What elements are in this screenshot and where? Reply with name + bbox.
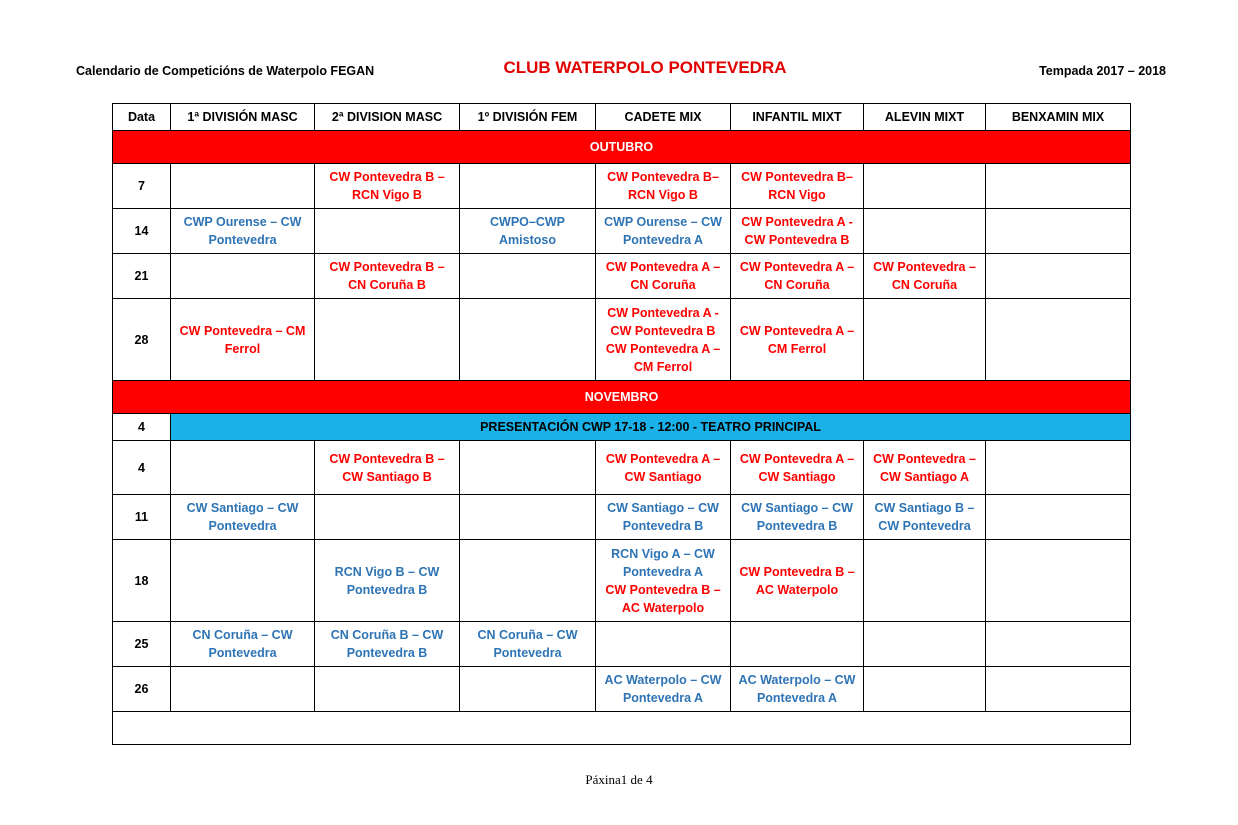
document-subtitle: Calendario de Competicións de Waterpolo FEGAN (76, 64, 375, 78)
match-cell (460, 299, 596, 381)
match-cell: CW Pontevedra B – CW Santiago B (315, 441, 460, 495)
match-cell: CW Santiago – CW Pontevedra B (731, 495, 864, 540)
table-row (113, 254, 1131, 299)
match-cell (171, 441, 315, 495)
col-header-data: Data (113, 104, 171, 131)
date-cell: 11 (113, 495, 171, 540)
match-cell (171, 254, 315, 299)
match-cell (460, 540, 596, 622)
date-cell: 25 (113, 622, 171, 667)
table-row (113, 164, 1131, 209)
table-row (113, 209, 1131, 254)
page-number: Páxina1 de 4 (585, 772, 653, 787)
match-cell: CN Coruña – CW Pontevedra (460, 622, 596, 667)
date-cell: 26 (113, 667, 171, 712)
event-row (113, 414, 1131, 441)
col-header-infantil-mixt: INFANTIL MIXT (731, 104, 864, 131)
match-cell (171, 164, 315, 209)
match-cell: CW Pontevedra B– RCN Vigo B (596, 164, 731, 209)
match-cell: CW Pontevedra – CN Coruña (864, 254, 986, 299)
match-cell: CW Pontevedra A – CW Santiago (596, 441, 731, 495)
month-header-novembro: NOVEMBRO (113, 381, 1131, 414)
match-cell: CN Coruña – CW Pontevedra (171, 622, 315, 667)
competition-calendar-table (112, 103, 1131, 745)
match-cell (864, 540, 986, 622)
match-cell: AC Waterpolo – CW Pontevedra A (596, 667, 731, 712)
date-cell: 4 (113, 441, 171, 495)
date-cell: 4 (113, 414, 171, 441)
match-cell: CW Pontevedra B – AC Waterpolo (731, 540, 864, 622)
col-header-1-division-masc: 1ª DIVISIÓN MASC (171, 104, 315, 131)
date-cell: 21 (113, 254, 171, 299)
match-cell (986, 164, 1131, 209)
match-cell: CW Pontevedra – CM Ferrol (171, 299, 315, 381)
match-cell (986, 622, 1131, 667)
match-cell (596, 622, 731, 667)
match-cell (171, 667, 315, 712)
date-cell: 7 (113, 164, 171, 209)
match-cell: CN Coruña B – CW Pontevedra B (315, 622, 460, 667)
col-header-benxamin-mix: BENXAMIN MIX (986, 104, 1131, 131)
match-cell (460, 254, 596, 299)
match-cell: CW Pontevedra – CW Santiago A (864, 441, 986, 495)
table-row (113, 540, 1131, 622)
date-cell: 18 (113, 540, 171, 622)
table-row (113, 667, 1131, 712)
match-cell (986, 441, 1131, 495)
table-row (113, 495, 1131, 540)
match-cell: CW Pontevedra A – CN Coruña (731, 254, 864, 299)
match-cell: RCN Vigo A – CW Pontevedra A CW Pontevedra B – AC Waterpolo (596, 540, 731, 622)
match-cell (460, 495, 596, 540)
match-cell (460, 667, 596, 712)
match-cell (986, 667, 1131, 712)
season-label: Tempada 2017 – 2018 (1039, 64, 1166, 78)
match-cell (864, 622, 986, 667)
date-cell: 28 (113, 299, 171, 381)
match-cell (315, 495, 460, 540)
header-row (113, 104, 1131, 131)
col-header-alevin-mixt: ALEVIN MIXT (864, 104, 986, 131)
match-cell (315, 299, 460, 381)
table-row (113, 441, 1131, 495)
match-cell (986, 254, 1131, 299)
match-cell: CW Santiago – CW Pontevedra (171, 495, 315, 540)
event-banner: PRESENTACIÓN CWP 17-18 - 12:00 - TEATRO PRINCIPAL (171, 414, 1131, 441)
match-cell: CWP Ourense – CW Pontevedra (171, 209, 315, 254)
empty-row (113, 712, 1131, 745)
match-cell: RCN Vigo B – CW Pontevedra B (315, 540, 460, 622)
col-header-1-division-fem: 1º DIVISIÓN FEM (460, 104, 596, 131)
match-cell: CW Santiago B – CW Pontevedra (864, 495, 986, 540)
table-row (113, 299, 1131, 381)
match-cell: CWP Ourense – CW Pontevedra A (596, 209, 731, 254)
match-cell (986, 299, 1131, 381)
club-title: CLUB WATERPOLO PONTEVEDRA (503, 58, 787, 77)
match-cell: CW Santiago – CW Pontevedra B (596, 495, 731, 540)
match-cell: CWPO–CWP Amistoso (460, 209, 596, 254)
month-header-outubro: OUTUBRO (113, 131, 1131, 164)
match-cell (460, 441, 596, 495)
table-row (113, 622, 1131, 667)
match-cell (864, 667, 986, 712)
empty-cell (113, 712, 1131, 745)
match-cell: CW Pontevedra A – CN Coruña (596, 254, 731, 299)
match-cell (986, 209, 1131, 254)
match-cell (315, 667, 460, 712)
match-cell (864, 164, 986, 209)
col-header-cadete-mix: CADETE MIX (596, 104, 731, 131)
col-header-2-division-masc: 2ª DIVISION MASC (315, 104, 460, 131)
match-cell (731, 622, 864, 667)
match-cell (986, 495, 1131, 540)
match-cell: CW Pontevedra B – RCN Vigo B (315, 164, 460, 209)
match-cell: CW Pontevedra A – CW Santiago (731, 441, 864, 495)
match-cell (460, 164, 596, 209)
match-cell (171, 540, 315, 622)
match-cell: CW Pontevedra A - CW Pontevedra B (731, 209, 864, 254)
match-cell (315, 209, 460, 254)
match-cell (864, 299, 986, 381)
match-cell: CW Pontevedra A - CW Pontevedra B CW Pontevedra A – CM Ferrol (596, 299, 731, 381)
date-cell: 14 (113, 209, 171, 254)
match-cell (864, 209, 986, 254)
match-cell (986, 540, 1131, 622)
match-cell: CW Pontevedra A – CM Ferrol (731, 299, 864, 381)
match-cell: AC Waterpolo – CW Pontevedra A (731, 667, 864, 712)
match-cell: CW Pontevedra B– RCN Vigo (731, 164, 864, 209)
match-cell: CW Pontevedra B – CN Coruña B (315, 254, 460, 299)
